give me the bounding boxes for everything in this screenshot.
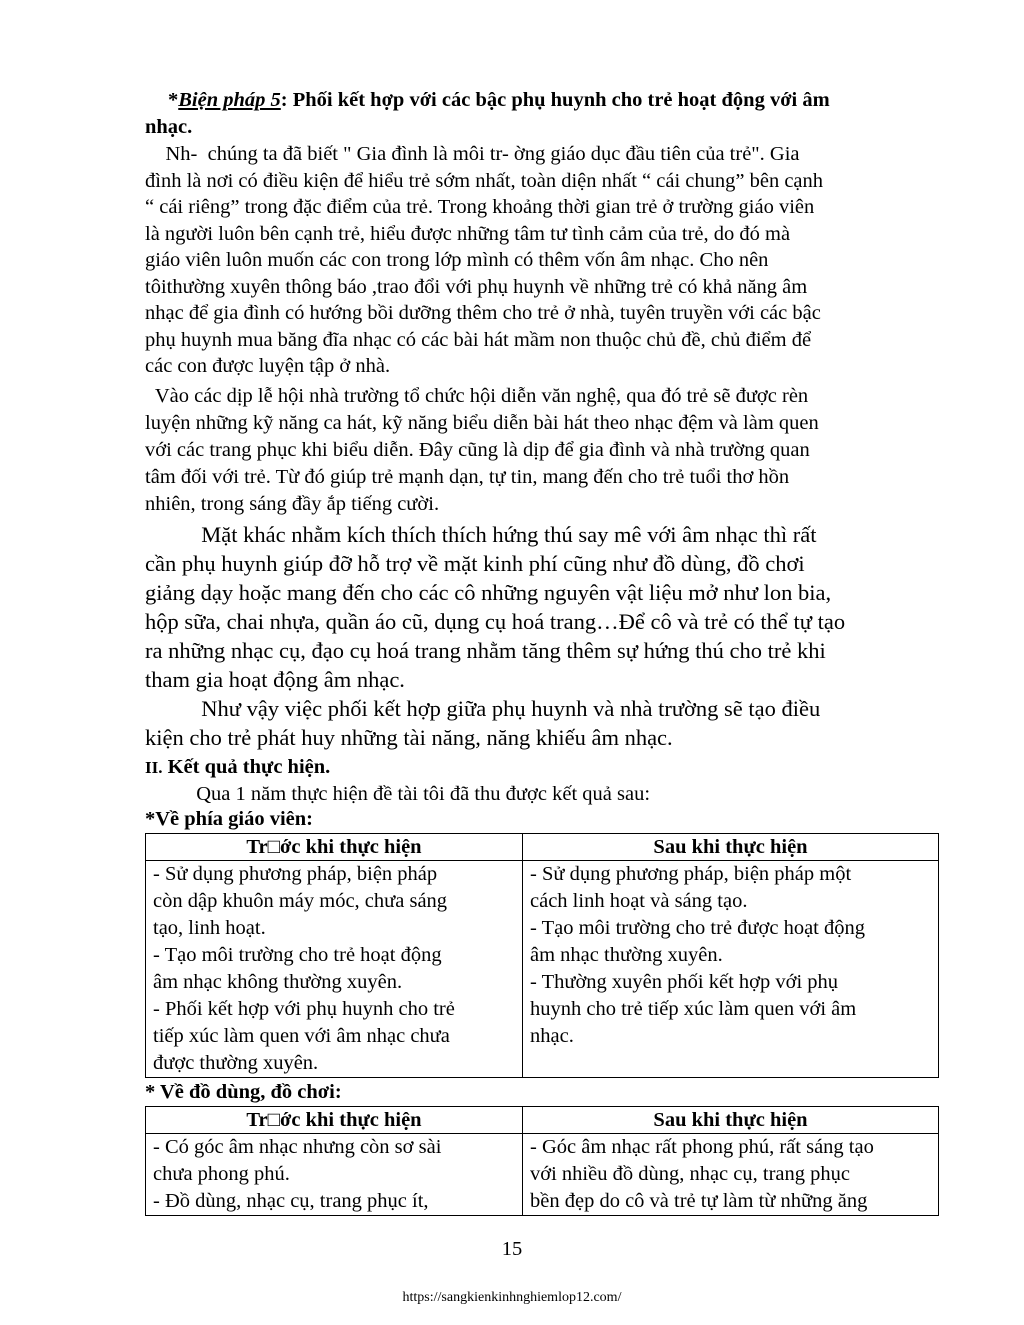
measure-heading	[168, 87, 830, 114]
paragraph-line: Vào các dịp lễ hội nhà trường tổ chức hội diễn văn nghệ, qua đó trẻ sẽ được rèn	[145, 385, 809, 407]
cell-line: cách linh hoạt và sáng tạo.	[530, 890, 748, 912]
equipment-heading: * Về đồ dùng, đồ chơi:	[145, 1081, 342, 1103]
paragraph-line: Mặt khác nhằm kích thích thích hứng thú say mê với âm nhạc thì rất	[145, 522, 817, 547]
paragraph-line: tâm đối với trẻ. Từ đó giúp trẻ mạnh dạn, tự tin, mang đến cho trẻ tuổi thơ hồn	[145, 466, 790, 488]
measure-title: Phối kết hợp với các bậc phụ huynh cho trẻ hoạt động với âm	[292, 89, 830, 111]
cell-line: âm nhạc thường xuyên.	[530, 944, 723, 966]
cell-line: - Đồ dùng, nhạc cụ, trang phục ít,	[153, 1190, 429, 1212]
cell-line: chưa phong phú.	[153, 1163, 290, 1185]
footer-url: https://sangkienkinhnghiemlop12.com/	[402, 1290, 622, 1305]
col-after-header: Sau khi thực hiện	[523, 1107, 939, 1134]
paragraph-line: phụ huynh mua băng đĩa nhạc có các bài hát mầm non thuộc chủ đề, chủ điểm để	[145, 328, 812, 351]
paragraph-line: đình là nơi có điều kiện để hiểu trẻ sớm nhất, toàn diện nhất “ cái chung” bên cạnh	[145, 169, 824, 192]
cell-line: - Phối kết hợp với phụ huynh cho trẻ	[153, 998, 455, 1020]
equipment-comparison-table	[145, 1106, 939, 1216]
cell-line: - Góc âm nhạc rất phong phú, rất sáng tạo	[530, 1136, 874, 1158]
before-cell	[146, 1134, 523, 1216]
paragraph-line: Nh- chúng ta đã biết " Gia đình là môi tr- ờng giáo dục đầu tiên của trẻ". Gia	[145, 143, 800, 165]
teacher-heading: *Về phía giáo viên:	[145, 808, 313, 830]
paragraph-line: ra những nhạc cụ, đạo cụ hoá trang nhằm tăng thêm sự hứng thú cho trẻ khi	[145, 638, 826, 663]
after-cell	[523, 861, 939, 1078]
col-before-header: Tr□ớc khi thực hiện	[146, 1107, 523, 1134]
cell-line: với nhiều đồ dùng, nhạc cụ, trang phục	[530, 1163, 850, 1185]
cell-line: - Thường xuyên phối kết hợp với phụ	[530, 971, 839, 993]
section-heading	[145, 754, 330, 781]
paragraph-line: Như vậy việc phối kết hợp giữa phụ huynh và nhà trường sẽ tạo điều	[145, 696, 821, 721]
cell-line: - Tạo môi trường cho trẻ hoạt động	[153, 944, 442, 966]
table-row	[146, 861, 939, 1078]
paragraph-line: kiện cho trẻ phát huy những tài năng, năng khiếu âm nhạc.	[145, 725, 673, 750]
paragraph-line: tham gia hoạt động âm nhạc.	[145, 667, 405, 692]
cell-line: - Sử dụng phương pháp, biện pháp	[153, 863, 438, 885]
after-cell	[523, 1134, 939, 1216]
teacher-comparison-table	[145, 833, 939, 1078]
paragraph-line: giáo viên luôn muốn các con trong lớp mình có thêm vốn âm nhạc. Cho nên	[145, 249, 769, 271]
cell-line: tiếp xúc làm quen với âm nhạc chưa	[153, 1025, 450, 1047]
cell-line: tạo, linh hoạt.	[153, 917, 266, 939]
cell-line: huynh cho trẻ tiếp xúc làm quen với âm	[530, 998, 857, 1020]
measure-label: Biện pháp 5	[178, 89, 281, 111]
section-number: II.	[145, 758, 163, 777]
paragraph-line: hộp sữa, chai nhựa, quần áo cũ, dụng cụ hoá trang…Để cô và trẻ có thể tự tạo	[145, 609, 846, 634]
measure-colon: :	[280, 89, 293, 111]
cell-line: - Sử dụng phương pháp, biện pháp một	[530, 863, 852, 885]
paragraph-line: các con được luyện tập ở nhà.	[145, 355, 391, 377]
cell-line: còn dập khuôn máy móc, chưa sáng	[153, 890, 448, 912]
cell-line: - Tạo môi trường cho trẻ được hoạt động	[530, 917, 866, 939]
paragraph-line: nhạc để gia đình có hướng bồi dưỡng thêm cho trẻ ở nhà, tuyên truyền với các bậc	[145, 302, 821, 324]
measure-title-cont: nhạc.	[145, 116, 193, 138]
table-header-row	[146, 1107, 939, 1134]
cell-line: âm nhạc không thường xuyên.	[153, 971, 403, 993]
paragraph-line: tôithường xuyên thông báo ,trao đổi với phụ huynh về những trẻ có khả năng âm	[145, 275, 808, 298]
paragraph-line: “ cái riêng” trong đặc điểm của trẻ. Trong khoảng thời gian trẻ ở trường giáo viên	[145, 196, 815, 218]
col-before-header: Tr□ớc khi thực hiện	[146, 834, 523, 861]
measure-prefix: *	[168, 89, 179, 111]
paragraph-line: cần phụ huynh giúp đỡ hỗ trợ về mặt kinh phí cũng như đồ dùng, đồ chơi	[145, 551, 805, 576]
cell-line: được thường xuyên.	[153, 1052, 319, 1074]
cell-line: bền đẹp do cô và trẻ tự làm từ những ăng	[530, 1190, 868, 1212]
page-number: 15	[501, 1238, 523, 1260]
paragraph-line: nhiên, trong sáng đầy ắp tiếng cười.	[145, 493, 440, 515]
paragraph-line: là người luôn bên cạnh trẻ, hiểu được những tâm tư tình cảm của trẻ, do đó mà	[145, 222, 791, 245]
paragraph-line: với các trang phục khi biểu diễn. Đây cũng là dịp để gia đình và nhà trường quan	[145, 439, 810, 461]
paragraph-line: giảng dạy hoặc mang đến cho các cô những nguyên vật liệu mở như lon bia,	[145, 580, 832, 605]
col-after-header: Sau khi thực hiện	[523, 834, 939, 861]
table-header-row	[146, 834, 939, 861]
cell-line: nhạc.	[530, 1025, 574, 1047]
section-intro: Qua 1 năm thực hiện đề tài tôi đã thu được kết quả sau:	[145, 783, 651, 805]
table-row	[146, 1134, 939, 1216]
paragraph-line: luyện những kỹ năng ca hát, kỹ năng biểu diễn bài hát theo nhạc đệm và làm quen	[145, 412, 819, 434]
section-title: Kết quả thực hiện.	[162, 756, 331, 778]
cell-line: - Có góc âm nhạc nhưng còn sơ sài	[153, 1136, 442, 1158]
before-cell	[146, 861, 523, 1078]
